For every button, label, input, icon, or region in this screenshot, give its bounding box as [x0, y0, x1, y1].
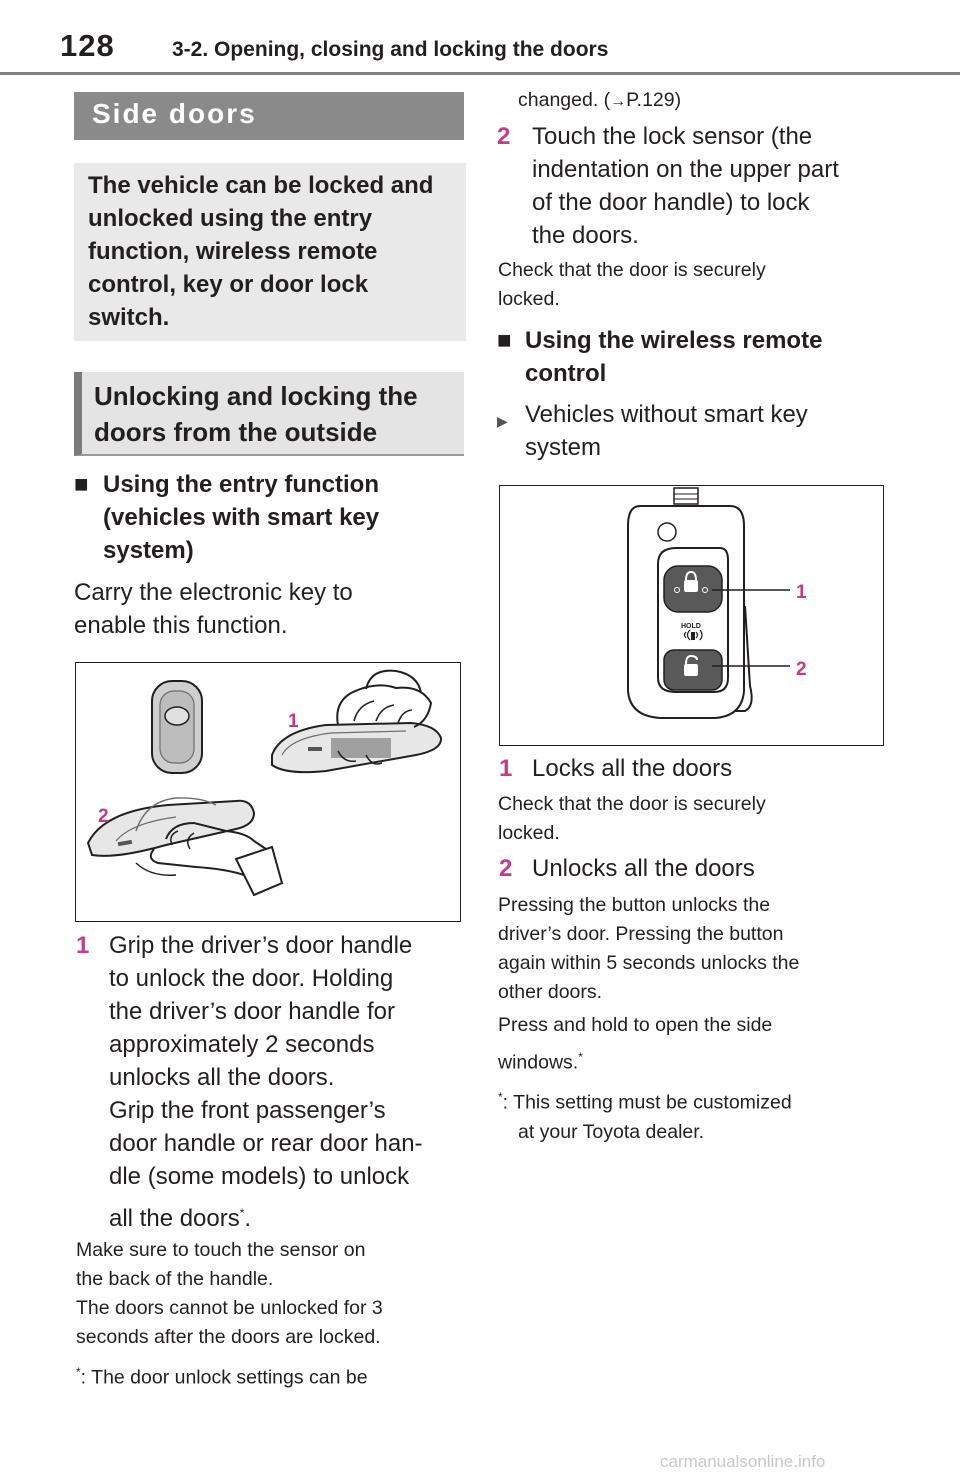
entry-step-1-note: Make sure to touch the sensor on the back of the handle. The doors cannot be unlocked for 3 seconds after the doors are locked. — [76, 1239, 383, 1348]
remote-variant: ▶ Vehicles without smart key system — [497, 401, 808, 461]
step-number-1: 1 — [76, 932, 90, 959]
remote-footnote: *: This setting must be customized at your Toyota dealer. — [498, 1090, 792, 1143]
page-number: 128 — [60, 28, 115, 63]
arrow-icon: → — [610, 93, 627, 110]
entry-step-2-note: Check that the door is securely locked. — [498, 259, 766, 310]
chapter-title: 3-2. Opening, closing and locking the doors — [172, 38, 609, 61]
header-rule — [0, 72, 960, 75]
item-number-2: 2 — [499, 855, 513, 882]
entry-step-1: 1 Grip the driver’s door handle to unlock the door. Holding the driver’s door handle for approximately 2 seconds unlocks all the doors. Grip the front passenger’s door handle or rear door han- dle (some models) to unlock all the doors*. — [76, 929, 466, 1235]
smart-key-door-handle-illustration — [76, 663, 459, 920]
section-title: Side doors — [74, 92, 464, 140]
remote-key-figure — [499, 485, 884, 746]
watermark: carmanualsonline.info — [660, 1452, 826, 1471]
hold-label: HOLD — [681, 623, 701, 630]
figure-callout-1: 1 — [796, 582, 807, 603]
section-intro: The vehicle can be locked and unlocked using the entry function, wireless remote control, key or door lock switch. — [74, 163, 466, 341]
entry-footnote: *: The door unlock settings can be — [76, 1365, 368, 1389]
door-handle-grip-illustration — [88, 798, 282, 895]
entry-footnote-continued: changed. (→P.129) — [518, 89, 682, 111]
smart-key-fob-icon — [152, 681, 202, 773]
remote-item-2-note: Pressing the button unlocks the driver’s door. Pressing the button again within 5 seconds unlocks the other doors. Press and hold to open the side windows.* — [498, 894, 800, 1074]
entry-step-2: 2 Touch the lock sensor (the indentation on the upper part of the door handle) to lock the doors. — [497, 120, 897, 252]
square-bullet-icon: ■ — [497, 327, 512, 354]
figure-callout-2: 2 — [796, 659, 807, 680]
remote-key-fob-icon — [628, 488, 752, 718]
figure-callout-1: 1 — [288, 711, 299, 732]
step-number-2: 2 — [497, 123, 511, 150]
remote-item-1-note: Check that the door is securely locked. — [498, 793, 766, 844]
item-number-1: 1 — [499, 755, 513, 782]
remote-item-2: 2 Unlocks all the doors — [499, 852, 899, 885]
triangle-bullet-icon: ▶ — [497, 413, 508, 429]
remote-key-illustration — [500, 486, 882, 744]
remote-heading: ■ Using the wireless remote control — [497, 324, 897, 390]
entry-function-heading: ■ Using the entry function (vehicles with smart key system) — [74, 468, 464, 567]
square-bullet-icon: ■ — [74, 471, 89, 498]
remote-item-1: 1 Locks all the doors — [499, 752, 899, 785]
entry-intro: Carry the electronic key to enable this function. — [74, 579, 353, 639]
subsection-title: Unlocking and locking the doors from the outside — [74, 372, 464, 456]
figure-callout-2: 2 — [98, 806, 109, 827]
entry-function-figure — [75, 662, 461, 922]
